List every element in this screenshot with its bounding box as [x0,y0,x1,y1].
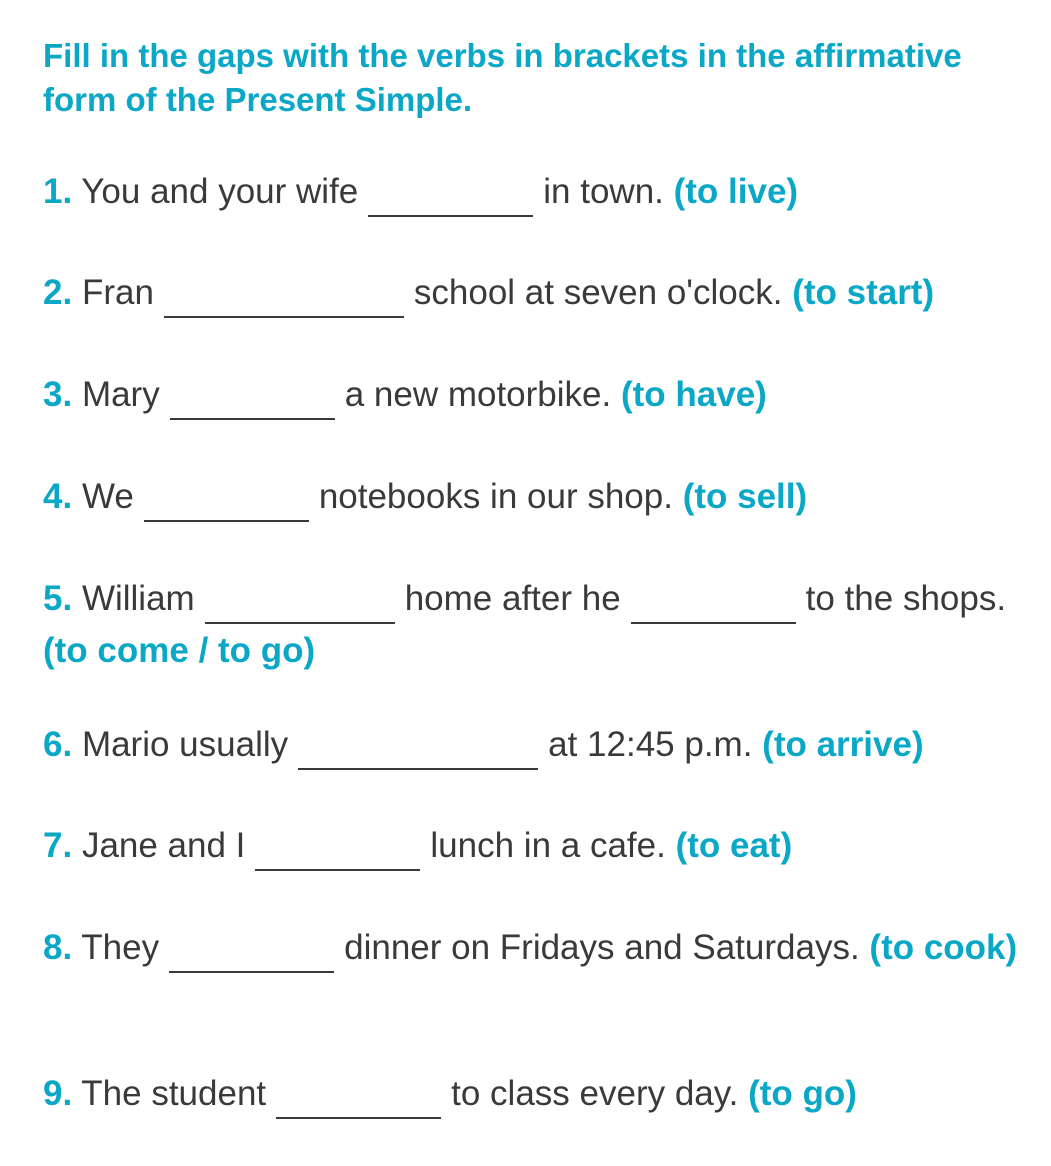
exercise-item [43,573,1023,677]
verb-hint: (to live) [673,172,799,211]
exercise-number: 3. [43,375,73,414]
exercise-item [43,922,1023,974]
answer-blank[interactable] [205,584,395,624]
verb-hint: (to arrive) [762,725,924,764]
exercise-text-before: You and your wife [81,172,359,211]
exercise-text-middle: home after he [404,579,621,618]
exercise-number: 2. [43,273,73,312]
exercise-number: 5. [43,579,73,618]
exercise-text-before: They [81,928,160,967]
exercise-item [43,719,1023,771]
exercise-text-after: dinner on Fridays and Saturdays. [344,928,860,967]
exercise-text-before: Fran [81,273,154,312]
exercise-number: 4. [43,477,73,516]
verb-hint: (to start) [792,273,935,312]
answer-blank[interactable] [169,933,334,973]
exercise-item [43,267,1023,319]
answer-blank[interactable] [298,730,538,770]
verb-hint: (to cook) [869,928,1018,967]
exercise-text-before: The student [81,1074,267,1113]
exercise-item [43,820,1023,872]
exercise-number: 8. [43,928,73,967]
exercise-number: 1. [43,172,73,211]
exercise-text-before: William [81,579,195,618]
exercise-item [43,1068,1023,1120]
exercise-text-after: school at seven o'clock. [413,273,783,312]
exercise-text-before: Mary [81,375,160,414]
verb-hint: (to go) [748,1074,857,1113]
exercise-text-after: to the shops. [805,579,1007,618]
exercise-item [43,166,1023,218]
answer-blank[interactable] [368,177,533,217]
exercise-number: 6. [43,725,73,764]
exercise-text-before: Mario usually [81,725,289,764]
verb-hint: (to eat) [675,826,793,865]
answer-blank[interactable] [276,1079,441,1119]
exercise-text-after: lunch in a cafe. [430,826,666,865]
exercise-text-after: at 12:45 p.m. [548,725,753,764]
exercise-item [43,471,1023,523]
exercise-text-before: Jane and I [81,826,246,865]
exercise-text-before: We [81,477,134,516]
answer-blank[interactable] [255,831,420,871]
answer-blank[interactable] [631,584,796,624]
exercise-text-after: in town. [543,172,664,211]
verb-hint: (to sell) [682,477,808,516]
instructions-heading: Fill in the gaps with the verbs in brackets in the affirmative form of the Present Simple. [43,37,962,118]
verb-hint: (to have) [620,375,767,414]
answer-blank[interactable] [164,278,404,318]
exercise-text-after: a new motorbike. [344,375,612,414]
verb-hint: (to come / to go) [43,631,316,670]
exercise-number: 7. [43,826,73,865]
answer-blank[interactable] [170,380,335,420]
exercise-text-after: notebooks in our shop. [318,477,673,516]
exercise-item [43,369,1023,421]
answer-blank[interactable] [144,482,309,522]
exercise-number: 9. [43,1074,73,1113]
exercise-text-after: to class every day. [451,1074,739,1113]
